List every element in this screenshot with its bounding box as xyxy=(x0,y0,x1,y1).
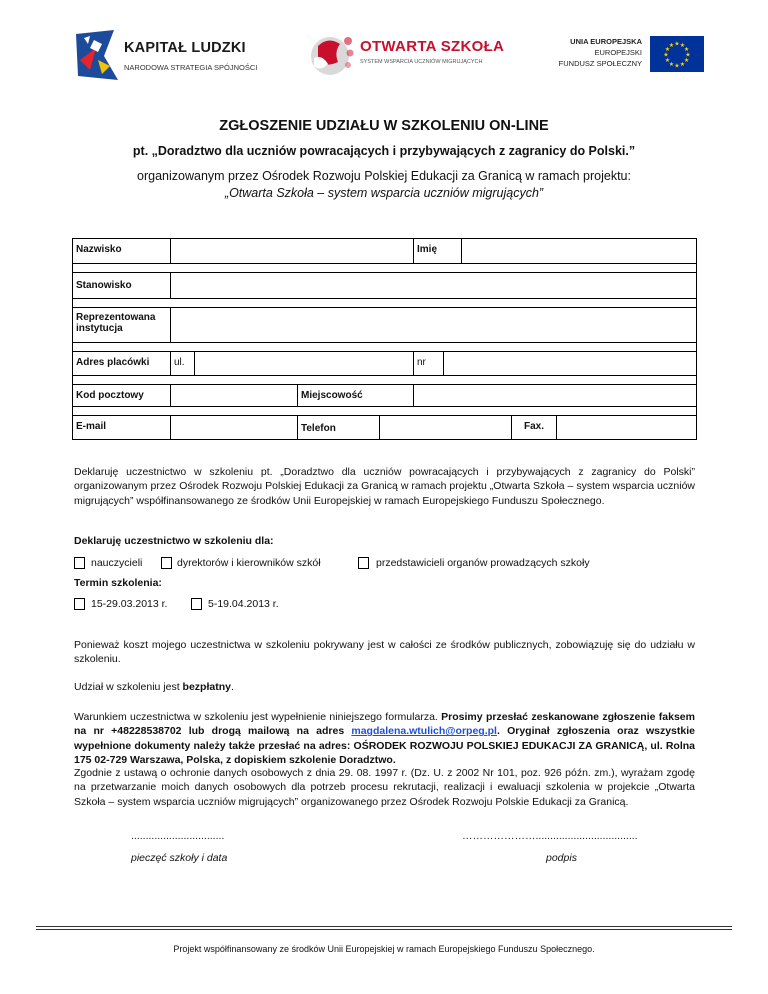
input-telefon[interactable] xyxy=(380,416,512,439)
project-name: „Otwarta Szkoła – system wsparcia uczniów migrujących” xyxy=(224,186,544,200)
eu-line1: UNIA EUROPEJSKA xyxy=(570,37,642,46)
eu-star-icon: ★ xyxy=(685,51,691,59)
conditions-normal: Warunkiem uczestnictwa w szkoleniu jest wypełnienie niniejszego formularza. xyxy=(74,711,442,723)
registration-form xyxy=(72,238,697,442)
label-adres: Adres placówki xyxy=(73,352,171,375)
conditions-bold2: . Oryginał zgłoszenia oraz wszystkie wypełnione dokumenty należy także przesłać na adres: OŚRODEK ROZWOJU POLSKIEJ EDUKACJI ZA GRANICĄ, ul. Rolna 175 02-729 Warszawa, Polska, z dopiskiem szkolenie Doradztwo. xyxy=(74,725,695,766)
row-gap xyxy=(72,264,697,272)
row-gap xyxy=(72,299,697,307)
row-contact xyxy=(72,415,697,440)
eu-line2: EUROPEJSKI xyxy=(594,48,642,57)
otwarta-szkola-title: OTWARTA SZKOŁA xyxy=(360,38,505,55)
eu-star-icon: ★ xyxy=(664,57,671,64)
free-suffix: . xyxy=(230,681,234,693)
label-ul: ul. xyxy=(171,352,195,375)
consent-text: Zgodnie z ustawą o ochronie danych osobowych z dnia 29. 08. 1997 r. (Dz. U. z 2002 Nr 101, poz. 926 późn. zm.), wyrażam zgodę na przetwarzanie moich danych osobowych dla potrzeb procesu rekrutacji, realizacji i ewaluacji szkolenia w projekcie „Otwarta Szkoła – system wsparcia uczniów migrujących” organizowanego przez Ośrodek Rozwoju Polskie Edukacji za Granicą. xyxy=(74,767,695,808)
eu-star-icon: ★ xyxy=(683,46,690,53)
checkbox-nauczyciele[interactable] xyxy=(74,557,85,569)
eu-flag-icon xyxy=(650,36,704,72)
label-telefon: Telefon xyxy=(298,416,380,439)
eu-logo xyxy=(544,32,704,80)
dates-label: Termin szkolenia: xyxy=(74,577,162,589)
declaration-text: Deklaruję uczestnictwo w szkoleniu pt. „Doradztwo dla uczniów powracających i przybywających z zagranicy do Polski” organizowanym przez Ośrodek Rozwoju Polskiej Edukacji za Granicą w ramach projektu „Otwarta Szkoła – system wsparcia uczniów migrujących” współfinansowanego ze środków Unii Europejskiej w ramach Europejskiego Funduszu Społecznego. xyxy=(74,466,695,507)
otwarta-szkola-logo xyxy=(308,32,518,80)
eu-star-icon: ★ xyxy=(663,51,669,59)
input-fax[interactable] xyxy=(557,416,696,439)
label-kod: Kod pocztowy xyxy=(73,385,171,406)
row-institution xyxy=(72,307,697,343)
input-miejscowosc[interactable] xyxy=(414,385,696,406)
free-prefix: Udział w szkoleniu jest xyxy=(74,681,183,693)
eu-star-icon: ★ xyxy=(668,41,675,49)
row-postal xyxy=(72,384,697,407)
kapital-ludzki-emblem-icon xyxy=(74,30,120,82)
label-stanowisko: Stanowisko xyxy=(73,273,171,298)
free-word: bezpłatny xyxy=(182,681,231,693)
option-nauczyciele: nauczycieli xyxy=(91,557,143,569)
option-organy: przedstawicieli organów prowadzących szkoły xyxy=(376,557,590,569)
option-dyrektorzy: dyrektorów i kierowników szkół xyxy=(177,557,321,569)
ore-emblem-icon xyxy=(308,32,356,80)
row-address xyxy=(72,351,697,376)
organizer-line: organizowanym przez Ośrodek Rozwoju Polskiej Edukacji za Granicą w ramach projektu: xyxy=(137,169,631,183)
checkbox-termin-2[interactable] xyxy=(191,598,202,610)
label-instytucja: Reprezentowana instytucja xyxy=(73,308,171,342)
label-nazwisko: Nazwisko xyxy=(73,239,171,263)
kapital-ludzki-subtitle: NARODOWA STRATEGIA SPÓJNOŚCI xyxy=(124,63,258,72)
input-stanowisko[interactable] xyxy=(171,273,696,298)
row-name xyxy=(72,238,697,264)
label-nr: nr xyxy=(414,352,444,375)
input-email[interactable] xyxy=(171,416,298,439)
free-text xyxy=(74,680,695,694)
eu-star-icon: ★ xyxy=(679,61,686,69)
target-label: Deklaruję uczestnictwo w szkoleniu dla: xyxy=(74,535,274,547)
stamp-caption: pieczęć szkoły i data xyxy=(131,852,228,864)
conditions-text xyxy=(74,710,695,767)
stamp-line: ................................ xyxy=(131,830,225,842)
eu-star-icon: ★ xyxy=(674,62,680,70)
conditions-bold1: Prosimy przesłać zeskanowane zgłoszenie faksem na nr +48228538702 lub drogą mailową na adres xyxy=(74,711,695,738)
option-termin-2: 5-19.04.2013 r. xyxy=(208,598,279,610)
signature-line: …………………................................... xyxy=(462,830,638,842)
label-imie: Imię xyxy=(414,239,462,263)
cost-text: Ponieważ koszt mojego uczestnictwa w szkoleniu pokrywany jest w całości ze środków publicznych, zobowiązuję się do udziału w szkoleniu. xyxy=(74,639,695,666)
checkbox-termin-1[interactable] xyxy=(74,598,85,610)
organizer-text xyxy=(0,168,768,202)
row-gap xyxy=(72,407,697,415)
input-kod[interactable] xyxy=(171,385,298,406)
input-instytucja[interactable] xyxy=(171,308,696,342)
input-ulica[interactable] xyxy=(195,352,414,375)
otwarta-szkola-subtitle: SYSTEM WSPARCIA UCZNIÓW MIGRUJĄCYCH xyxy=(360,59,483,65)
footer-rule xyxy=(36,926,732,927)
eu-line3: FUNDUSZ SPOŁECZNY xyxy=(558,59,642,68)
eu-text xyxy=(559,36,642,69)
footer-text: Projekt współfinansowany ze środków Unii Europejskiej w ramach Europejskiego Funduszu Społecznego. xyxy=(173,944,595,954)
input-nazwisko[interactable] xyxy=(171,239,414,263)
document-title: ZGŁOSZENIE UDZIAŁU W SZKOLENIU ON-LINE xyxy=(219,118,549,134)
kapital-ludzki-title: KAPITAŁ LUDZKI xyxy=(124,40,246,56)
checkbox-dyrektorzy[interactable] xyxy=(161,557,172,569)
eu-star-icon: ★ xyxy=(668,61,675,69)
training-subtitle: pt. „Doradztwo dla uczniów powracających i przybywających z zagranicy do Polski.” xyxy=(132,144,636,158)
row-position xyxy=(72,272,697,299)
label-miejscowosc: Miejscowość xyxy=(298,385,414,406)
label-email: E-mail xyxy=(73,416,171,439)
checkbox-organy[interactable] xyxy=(358,557,369,569)
label-fax: Fax. xyxy=(512,416,557,439)
eu-star-icon: ★ xyxy=(664,46,671,53)
footer-rule-2 xyxy=(36,929,732,930)
option-termin-1: 15-29.03.2013 r. xyxy=(91,598,168,610)
input-nr[interactable] xyxy=(444,352,696,375)
eu-star-icon: ★ xyxy=(674,40,680,48)
input-imie[interactable] xyxy=(462,239,696,263)
kapital-ludzki-logo xyxy=(74,30,274,82)
eu-star-icon: ★ xyxy=(679,41,686,49)
contact-email-link[interactable]: magdalena.wtulich@orpeg.pl xyxy=(351,725,497,738)
eu-star-icon: ★ xyxy=(683,57,690,64)
row-gap xyxy=(72,376,697,384)
row-gap xyxy=(72,343,697,351)
signature-caption: podpis xyxy=(546,852,577,864)
